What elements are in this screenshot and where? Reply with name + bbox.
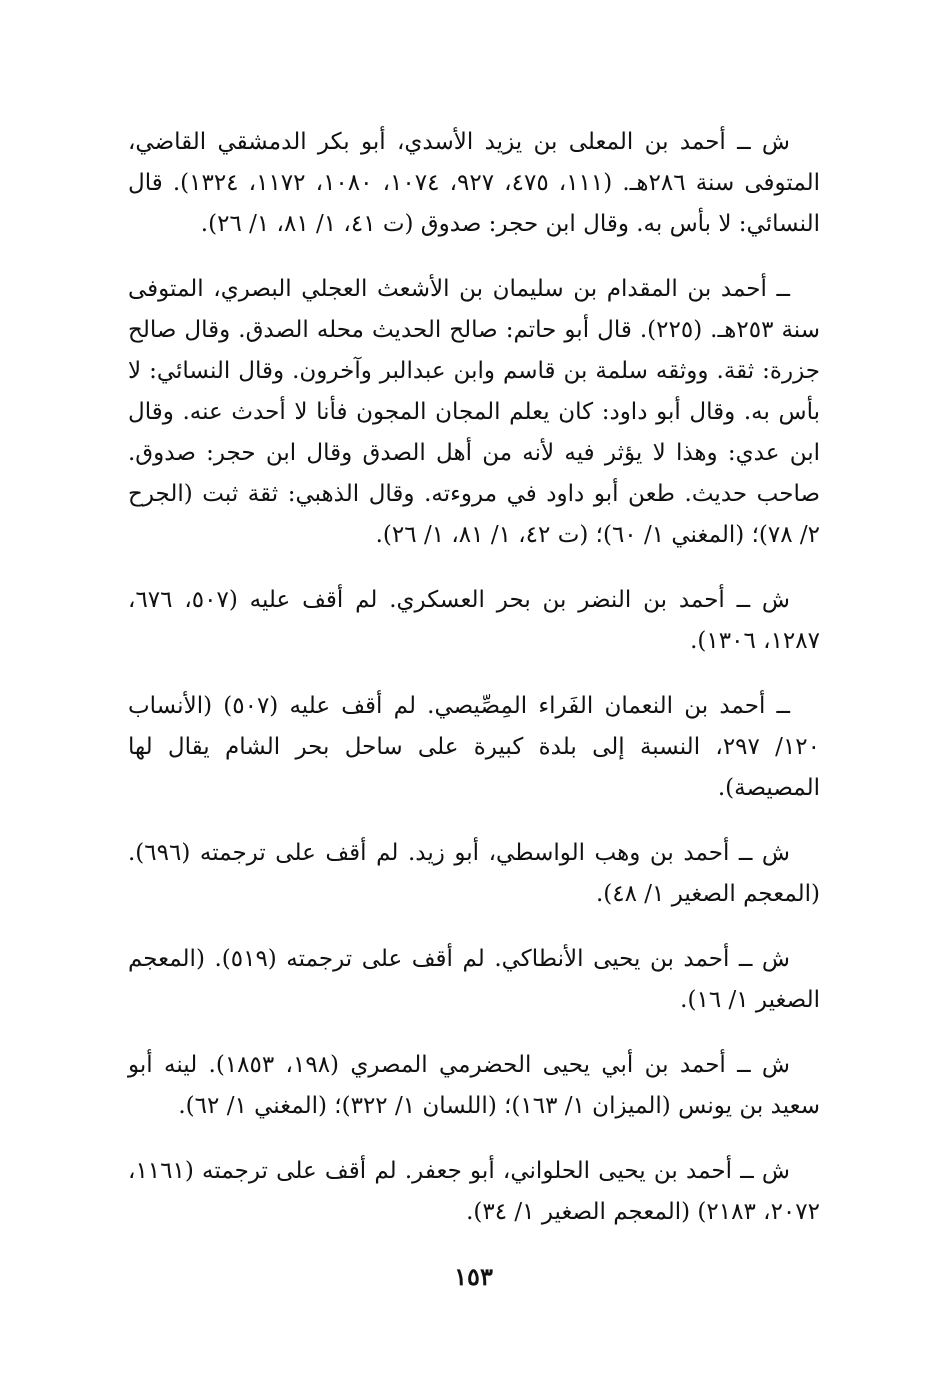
entry-text: ــ أحمد بن المقدام بن سليمان بن الأشعث العجلي البصري، المتوفى سنة ٢٥٣هـ. (٢٢٥). قال أبو حاتم: صالح الحديث محله الصدق. وقال صالح جزرة: ثقة. ووثقه سلمة بن قاسم وابن عبدالبر وآخرون. وقال النسائي: لا بأس به. وقال أبو داود: كان يعلم المجان المجون فأنا لا أحدث عنه. وقال ابن عدي: وهذا لا يؤثر فيه لأنه من أهل الصدق وقال ابن حجر: صدوق. صاحب حديث. طعن أبو داود في مروءته. وقال الذهبي: ثقة ثبت (الجرح ٢/ ٧٨)؛ (المغني ١/ ٦٠)؛ (ت ٤٢، ١/ ٨١، ١/ ٢٦). [128, 276, 820, 548]
entry-text: ش ــ أحمد بن وهب الواسطي، أبو زيد. لم أقف على ترجمته (٦٩٦). (المعجم الصغير ١/ ٤٨). [128, 840, 820, 907]
biography-entry [128, 1151, 820, 1233]
entry-text: ش ــ أحمد بن المعلى بن يزيد الأسدي، أبو بكر الدمشقي القاضي، المتوفى سنة ٢٨٦هـ. (١١١، ٤٧٥، ٩٢٧، ١٠٧٤، ١٠٨٠، ١١٧٢، ١٣٢٤). قال النسائي: لا بأس به. وقال ابن حجر: صدوق (ت ٤١، ١/ ٨١، ١/ ٢٦). [128, 129, 821, 237]
entry-text: ش ــ أحمد بن يحيى الحلواني، أبو جعفر. لم أقف على ترجمته (١١٦١، ٢٠٧٢، ٢١٨٣) (المعجم الصغير ١/ ٣٤). [128, 1158, 820, 1225]
entry-text: ــ أحمد بن النعمان الفَراء المِصِّيصي. لم أقف عليه (٥٠٧) (الأنساب ١٢٠/ ٢٩٧، النسبة إلى بلدة كبيرة على ساحل بحر الشام يقال لها المصيصة). [128, 693, 820, 801]
page-body [128, 122, 820, 1257]
biography-entry [128, 833, 820, 915]
entry-text: ش ــ أحمد بن أبي يحيى الحضرمي المصري (١٩٨، ١٨٥٣). لينه أبو سعيد بن يونس (الميزان ١/ ١٦٣)؛ (اللسان ١/ ٣٢٢)؛ (المغني ١/ ٦٢). [128, 1052, 820, 1119]
biography-entry [128, 686, 820, 809]
biography-entry [128, 1045, 820, 1127]
entry-text: ش ــ أحمد بن النضر بن بحر العسكري. لم أقف عليه (٥٠٧، ٦٧٦، ١٢٨٧، ١٣٠٦). [128, 587, 820, 654]
entry-text: ش ــ أحمد بن يحيى الأنطاكي. لم أقف على ترجمته (٥١٩). (المعجم الصغير ١/ ١٦). [128, 946, 820, 1013]
biography-entry [128, 269, 820, 556]
biography-entry [128, 939, 820, 1021]
page-number: ١٥٣ [454, 1262, 493, 1291]
biography-entry [128, 580, 820, 662]
biography-entry [128, 122, 820, 245]
